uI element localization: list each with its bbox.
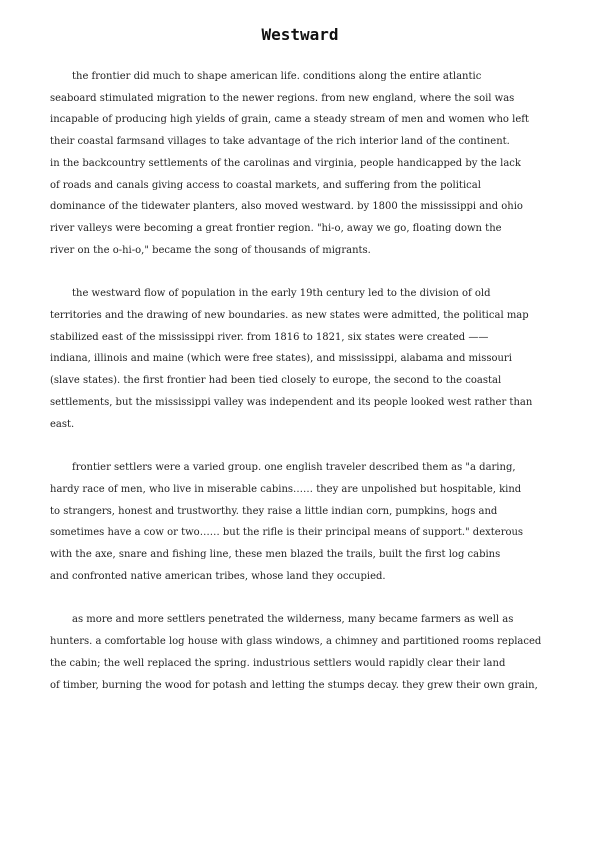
text-line: hunters. a comfortable log house with glass windows, a chimney and partitioned rooms replaced: [50, 636, 542, 648]
text-line: to strangers, honest and trustworthy. they raise a little indian corn, pumpkins, hogs and: [50, 505, 498, 517]
text-line: territories and the drawing of new boundaries. as new states were admitted, the political map: [50, 310, 529, 322]
text-line: as more and more settlers penetrated the wilderness, many became farmers as well as: [72, 614, 514, 626]
paragraph-4: [50, 609, 565, 696]
text-line: seaboard stimulated migration to the newer regions. from new england, where the soil was: [50, 92, 515, 104]
text-line: hardy race of men, who live in miserable cabins…… they are unpolished but hospitable, kind: [50, 483, 522, 495]
text-line: the frontier did much to shape american life. conditions along the entire atlantic: [72, 71, 482, 82]
text-line: dominance of the tidewater planters, also moved westward. by 1800 the mississippi and ohio: [50, 201, 523, 213]
text-line: indiana, illinois and maine (which were free states), and mississippi, alabama and missouri: [50, 353, 512, 365]
text-line: river valleys were becoming a great frontier region. "hi-o, away we go, floating down the: [50, 222, 502, 234]
text-line: east.: [50, 418, 75, 430]
paragraph-2: [50, 283, 565, 435]
text-line: river on the o-hi-o," became the song of thousands of migrants.: [50, 244, 371, 256]
text-line: of roads and canals giving access to coastal markets, and suffering from the political: [50, 179, 481, 191]
text-line: and confronted native american tribes, whose land they occupied.: [50, 570, 386, 582]
text-line: incapable of producing high yields of grain, came a steady stream of men and women who left: [50, 114, 529, 126]
document-title: Westward: [261, 25, 339, 44]
text-line: sometimes have a cow or two…… but the rifle is their principal means of support." dexterous: [50, 527, 524, 539]
text-line: the westward flow of population in the early 19th century led to the division of old: [72, 288, 491, 300]
paragraph-1: [50, 66, 565, 261]
text-line: settlements, but the mississippi valley was independent and its people looked west rather than: [50, 396, 533, 408]
text-line: frontier settlers were a varied group. one english traveler described them as "a daring,: [72, 462, 516, 474]
document-body: [50, 66, 565, 696]
text-line: of timber, burning the wood for potash and letting the stumps decay. they grew their own grain,: [50, 679, 538, 691]
text-line: (slave states). the first frontier had been tied closely to europe, the second to the coastal: [50, 375, 502, 387]
text-line: stabilized east of the mississippi river. from 1816 to 1821, six states were created ——: [50, 331, 489, 343]
text-line: with the axe, snare and fishing line, these men blazed the trails, built the first log cabins: [50, 549, 501, 561]
text-line: the cabin; the well replaced the spring. industrious settlers would rapidly clear their land: [50, 657, 506, 669]
text-line: in the backcountry settlements of the carolinas and virginia, people handicapped by the lack: [50, 157, 521, 169]
paragraph-3: [50, 457, 565, 587]
text-line: their coastal farmsand villages to take advantage of the rich interior land of the continent.: [50, 136, 510, 148]
